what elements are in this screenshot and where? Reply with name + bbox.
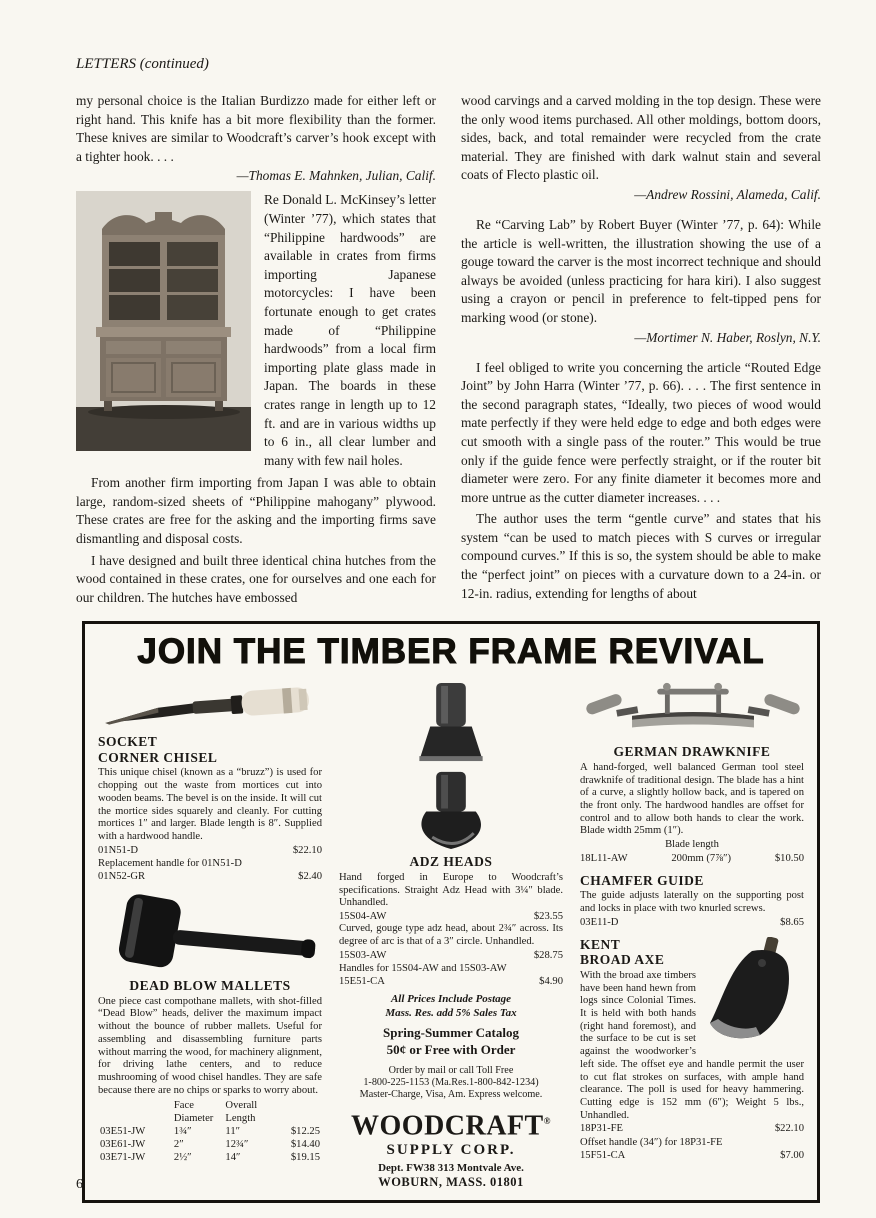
product-description: A hand-forged, well balanced German tool steel drawknife of traditional design. The blade has a hint of a curve, a slightly hollow back, and is tapered on the front only. The hardwood handles are offset for control and to allow both hands to clear the work. Blade width 25mm (1″).: [580, 761, 804, 837]
table-cell: Face: [173, 1100, 194, 1112]
woodcraft-logo: [339, 1106, 563, 1141]
letter-paragraph: wood carvings and a carved molding in the top design. These were the only wood items purchased. All other moldings, bottom doors, sides, back, and total remainder were recycled from the crate material. They are finished with dark walnut stain and several coats of Flecto plastic oil.: [461, 93, 821, 183]
china-hutch-illustration: [76, 191, 251, 451]
letter-paragraph: The author uses the term “gentle curve” and states that his system “can be used to match pieces with S curves or irregular compound curves.” If this is so, the system should be able to make the “perfect joint” on pieces with a curvature down to a 24-in. or 12-in. radius, extending for lengths of about: [461, 511, 821, 601]
blade-length-label: Blade length: [665, 839, 719, 851]
ad-address-line-2: WOBURN, MASS. 01801: [378, 1174, 524, 1189]
table-cell: Overall: [225, 1100, 258, 1112]
china-hutch-photo: [76, 191, 251, 451]
payment-methods: Master-Charge, Visa, Am. Express welcome.: [359, 1089, 543, 1101]
product-price: $2.40: [298, 871, 322, 883]
product-price: $28.75: [533, 949, 563, 961]
product-price: $7.00: [780, 1149, 804, 1161]
kent-broad-axe-section: [580, 937, 804, 1162]
product-sku: 15F51-CA: [580, 1149, 626, 1161]
product-description: This unique chisel (known as a “bruzz”) is used for chopping out the waste from mortices cut into wooden beams. The bevel is on the inside. It will cut the mortice sides squarely and cleanly. For cutting mortices 1″ and larger. Blade length is 8″. Supplied with a hardwood handle.: [98, 767, 322, 842]
table-row: [98, 1139, 322, 1152]
letter-paragraph: From another firm importing from Japan I was able to obtain large, random-sized sheets of “Philippine mahogany” plywood. These crates are free for the asking and the importing firms save dismantling and disposal costs.: [76, 475, 436, 547]
product-title-chamfer-guide: CHAMFER GUIDE: [580, 872, 704, 888]
product-note: Replacement handle for 01N51-D: [98, 857, 242, 869]
letter-paragraph: I have designed and built three identical china hutches from the wood contained in these crates, one for ourselves and one each for our children. The hutches have embossed: [76, 552, 436, 605]
adz-heads-illustration: [386, 681, 516, 851]
ad-headline: JOIN THE TIMBER FRAME REVIVAL: [137, 632, 765, 672]
table-cell: 2½″: [173, 1151, 192, 1163]
catalog-offer: Spring-Summer Catalog: [383, 1025, 519, 1041]
table-cell: 03E71-JW: [100, 1151, 146, 1163]
product-title-line: KENT: [580, 936, 621, 952]
product-title-adz-heads: ADZ HEADS: [409, 854, 493, 870]
product-price: $8.65: [780, 916, 804, 928]
product-sku: 15E51-CA: [339, 976, 385, 988]
table-cell: 03E51-JW: [100, 1125, 146, 1137]
hutch-figure-row: [76, 191, 436, 470]
product-price: $10.50: [774, 852, 804, 864]
table-header-row: [98, 1113, 322, 1126]
table-cell: $14.40: [290, 1138, 320, 1150]
letters-right-column: [461, 92, 821, 607]
product-description: Hand forged in Europe to Woodcraft’s specifications. Straight Adz Head with 3¼″ blade. Unhandled.: [339, 871, 563, 909]
product-title-line: SOCKET: [98, 734, 158, 750]
price-row: [580, 916, 804, 929]
table-cell: Diameter: [173, 1113, 214, 1125]
product-title-line: BROAD AXE: [580, 952, 665, 968]
letter-signature: —Andrew Rossini, Alameda, Calif.: [634, 186, 821, 202]
corner-chisel-image: [98, 681, 322, 731]
table-cell: [277, 1100, 322, 1113]
product-sku: 15S04-AW: [339, 911, 387, 923]
price-row: [580, 1149, 804, 1162]
table-cell: [98, 1100, 172, 1113]
dead-blow-mallet-image: [98, 891, 322, 975]
product-sku: 01N52-GR: [98, 871, 146, 883]
product-description: One piece cast compothane mallets, with shot-filled “Dead Blow” heads, deliver the maximum impact without the bounce of rubber mallets. Useful for assembling and disassembling furniture parts without marring the wood, for machinery alignment, for driving lathe centers, and to reduce mushrooming of wood chisel handles. They are safe because there are no chips or sparks to worry about.: [98, 995, 322, 1096]
product-title-socket-corner-chisel: [98, 734, 322, 765]
product-sku: 18P31-FE: [580, 1123, 623, 1135]
product-description: With the broad axe timbers have been hand hewn from logs since Colonial Times. It is held with both hands (right hand foremost), and the surface to be cut is set against the woodworker’s left side. The offset eye and handle permit the user to cut flat strokes on surfaces, with ample hand clearance. The poll is used for heavy hammering. Cutting edge is 152 mm (6″); Weight 5 lbs., Unhandled.: [580, 969, 804, 1121]
ad-column-drawknife-axe: [580, 681, 804, 1188]
table-cell: 1¾″: [173, 1125, 192, 1137]
price-row: [98, 844, 322, 857]
letter-signature: —Mortimer N. Haber, Roslyn, N.Y.: [634, 329, 821, 345]
table-cell: Length: [225, 1113, 256, 1125]
table-cell: 12¾″: [225, 1138, 249, 1150]
woodcraft-logo-text: WOODCRAFT: [351, 1110, 544, 1142]
product-note: Offset handle (34″) for 18P31-FE: [580, 1136, 723, 1148]
german-drawknife-illustration: [580, 681, 806, 741]
letter-signature: —Thomas E. Mahnken, Julian, Calif.: [236, 168, 436, 184]
table-row: [98, 1126, 322, 1139]
product-description: Curved, gouge type adz head, about 2¾″ across. Its degree of arc is that of a 3″ circle. Unhandled.: [339, 923, 563, 947]
toll-free-number: 1-800-225-1153 (Ma.Res.1-800-842-1234): [363, 1077, 539, 1089]
order-instructions: Order by mail or call Toll Free: [388, 1065, 514, 1077]
price-row: [580, 1122, 804, 1135]
letters-columns: [76, 92, 821, 607]
dead-blow-mallet-illustration: [98, 891, 324, 975]
kent-broad-axe-illustration: [702, 937, 804, 1045]
table-cell: 03E61-JW: [100, 1138, 146, 1150]
page-number: 6: [76, 1177, 83, 1192]
price-row: [339, 949, 563, 962]
letters-left-column: [76, 92, 436, 607]
letter-paragraph: my personal choice is the Italian Burdizzo made for either left or right hand. This knife has a bit more flexibility than the former. These knives are similar to Woodcraft’s carver’s hook except with a tighter hook. . . .: [76, 93, 436, 164]
table-cell: 2″: [173, 1138, 184, 1150]
product-description: The guide adjusts laterally on the supporting post and locks in place with two knurled screws.: [580, 890, 804, 915]
german-drawknife-image: [580, 681, 804, 741]
catalog-price: 50¢ or Free with Order: [386, 1041, 516, 1057]
ad-columns: [98, 681, 804, 1188]
product-sku: 01N51-D: [98, 844, 139, 856]
ad-column-adz-order-info: [339, 681, 563, 1188]
table-cell: 14″: [225, 1151, 241, 1163]
table-cell: [98, 1113, 172, 1126]
postage-notice: All Prices Include Postage: [390, 993, 512, 1006]
table-cell: $19.15: [290, 1151, 320, 1163]
ad-column-chisel-mallets: [98, 681, 322, 1188]
product-price: $23.55: [533, 911, 563, 923]
table-cell: 11″: [225, 1125, 241, 1137]
kent-broad-axe-image: [702, 937, 804, 1045]
product-size: 200mm (7⅞″): [671, 852, 732, 864]
woodcraft-advertisement: [82, 621, 820, 1202]
section-label: LETTERS (continued): [76, 56, 209, 72]
mallet-size-table: [98, 1100, 322, 1164]
table-row: [98, 1152, 322, 1165]
adz-heads-image: [339, 681, 563, 851]
table-cell: $12.25: [290, 1125, 320, 1137]
product-title-dead-blow-mallets: DEAD BLOW MALLETS: [129, 978, 291, 994]
letter-paragraph: I feel obliged to write you concerning the article “Routed Edge Joint” by John Harra (Winter ’77, p. 66). . . . The first sentence in the second paragraph states, “Ideally, two pieces of wood would mate perfectly if they were held edge to edge and both edges were cut smooth with a single pass of the router.” This would be true only if the guide fence were perfectly straight, or if the router bit diameter were zero. For any finite diameter it becomes more and more untrue as the cutter diameter increases. . . .: [461, 359, 821, 505]
table-cell: [277, 1113, 322, 1126]
table-header-row: [98, 1100, 322, 1113]
product-price: $4.90: [539, 976, 563, 988]
product-sku: 18L11-AW: [580, 852, 628, 864]
product-title-german-drawknife: GERMAN DRAWKNIFE: [613, 744, 771, 760]
price-row: [580, 852, 804, 865]
corner-chisel-illustration: [98, 681, 324, 731]
product-sku: 15S03-AW: [339, 949, 387, 961]
product-note: Handles for 15S04-AW and 15S03-AW: [339, 962, 507, 974]
product-price: $22.10: [292, 844, 322, 856]
product-sku: 03E11-D: [580, 916, 619, 928]
sales-tax-notice: Mass. Res. add 5% Sales Tax: [385, 1006, 517, 1019]
supply-corp-label: SUPPLY CORP.: [386, 1141, 516, 1158]
price-row: [339, 910, 563, 923]
ad-address-line-1: Dept. FW38 313 Montvale Ave.: [378, 1161, 524, 1174]
product-price: $22.10: [774, 1123, 804, 1135]
registered-trademark-symbol: ®: [543, 1116, 551, 1127]
letter-paragraph: Re “Carving Lab” by Robert Buyer (Winter ’77, p. 64): While the article is well-written, the illustration showing the use of a gouge toward the carver is the most incorrect technique and should always be avoided (unless practicing for hara kiri). I also suggest using a crayon or pencil in preference to felt-tipped pens for marking wood (or stone).: [461, 216, 821, 325]
product-title-line: CORNER CHISEL: [98, 749, 218, 765]
price-row: [98, 870, 322, 883]
letter-paragraph: Re Donald L. McKinsey’s letter (Winter ’77), which states that “Philippine hardwoods” are available in crates from firms importing Japanese motorcycles: I have been fortunate enough to get crates made of “Philippine hardwoods” from a local firm importing plate glass made in Japan. The boards in these crates range in length up to 12 ft. and are in various widths up to 6 in., all clear lumber and many with few nail holes.: [264, 192, 436, 468]
price-row: [339, 975, 563, 988]
